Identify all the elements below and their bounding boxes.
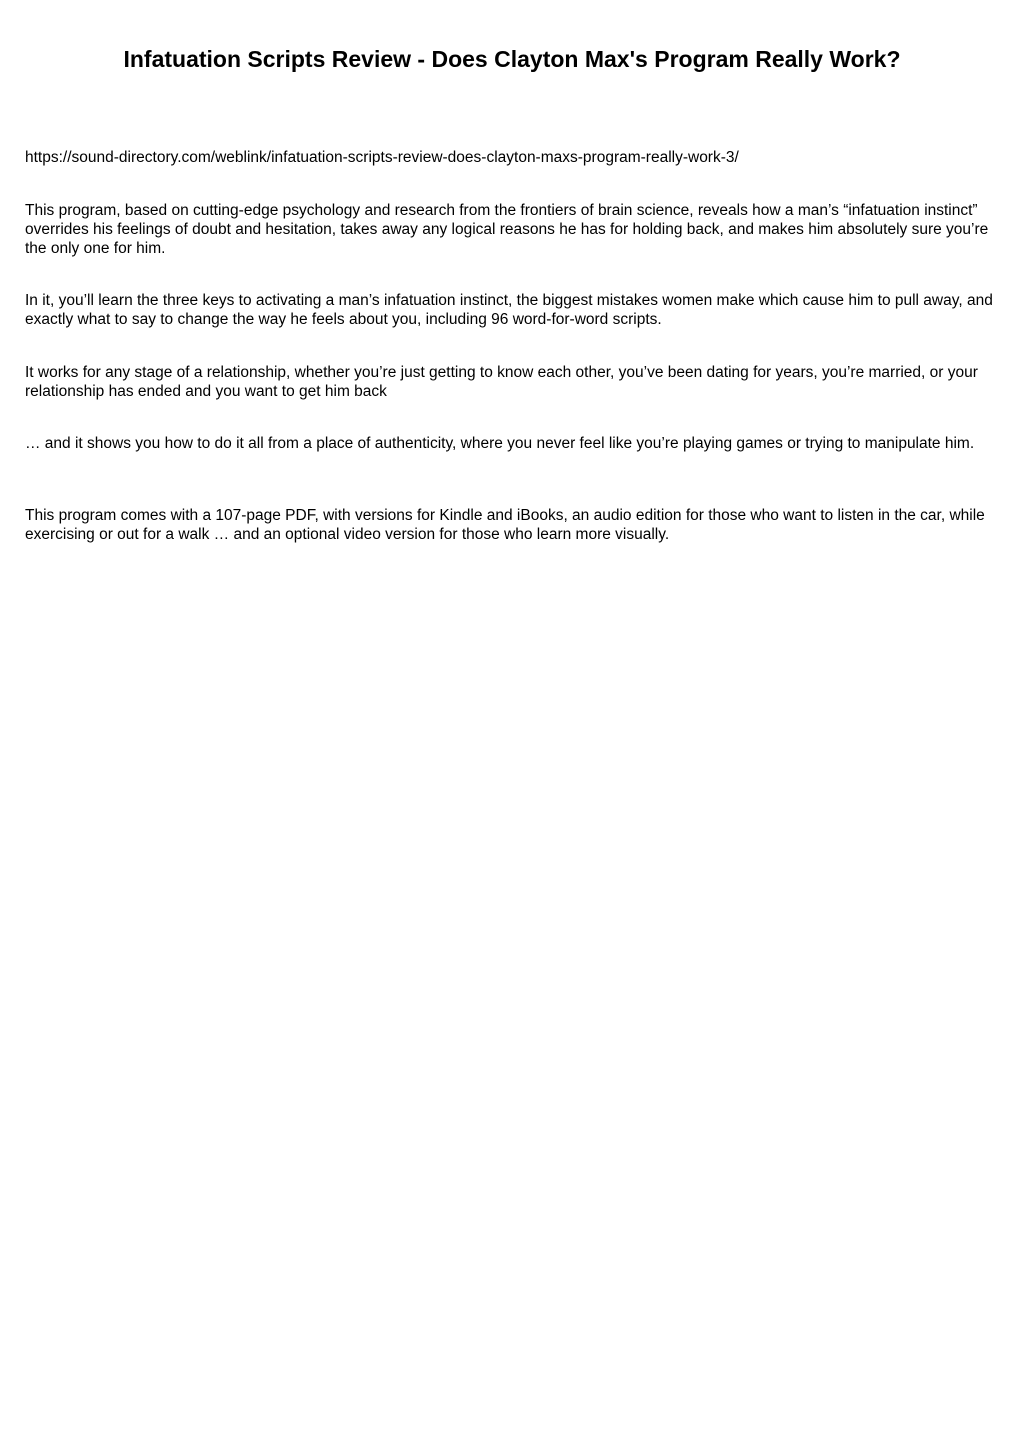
body-paragraph-4: … and it shows you how to do it all from a place of authenticity, where you never feel like you’re playing games or trying to manipulate him. (25, 435, 975, 452)
body-paragraph-5: This program comes with a 107-page PDF, with versions for Kindle and iBooks, an audio edition for those who want to listen in the car, while exercising or out for a walk … and an optional video version for those who learn more visually. (25, 507, 985, 543)
body-paragraph-3: It works for any stage of a relationship, whether you’re just getting to know each other, you’ve been dating for years, you’re married, or your relationship has ended and you want to get him back (25, 364, 978, 400)
body-paragraph-2: In it, you’ll learn the three keys to activating a man’s infatuation instinct, the biggest mistakes women make which cause him to pull away, and exactly what to say to change the way he feels about you, including 96 word-for-word scripts. (25, 292, 993, 328)
page-title: Infatuation Scripts Review - Does Clayton Max's Program Really Work? (123, 46, 901, 72)
body-paragraph-1: This program, based on cutting-edge psychology and research from the frontiers of brain science, reveals how a man’s “infatuation instinct” overrides his feelings of doubt and hesitation, takes away any logical reasons he has for holding back, and makes him absolutely sure you’re the only one for him. (25, 202, 989, 257)
source-url: https://sound-directory.com/weblink/infatuation-scripts-review-does-clayton-maxs-program-really-work-3/ (25, 149, 739, 166)
